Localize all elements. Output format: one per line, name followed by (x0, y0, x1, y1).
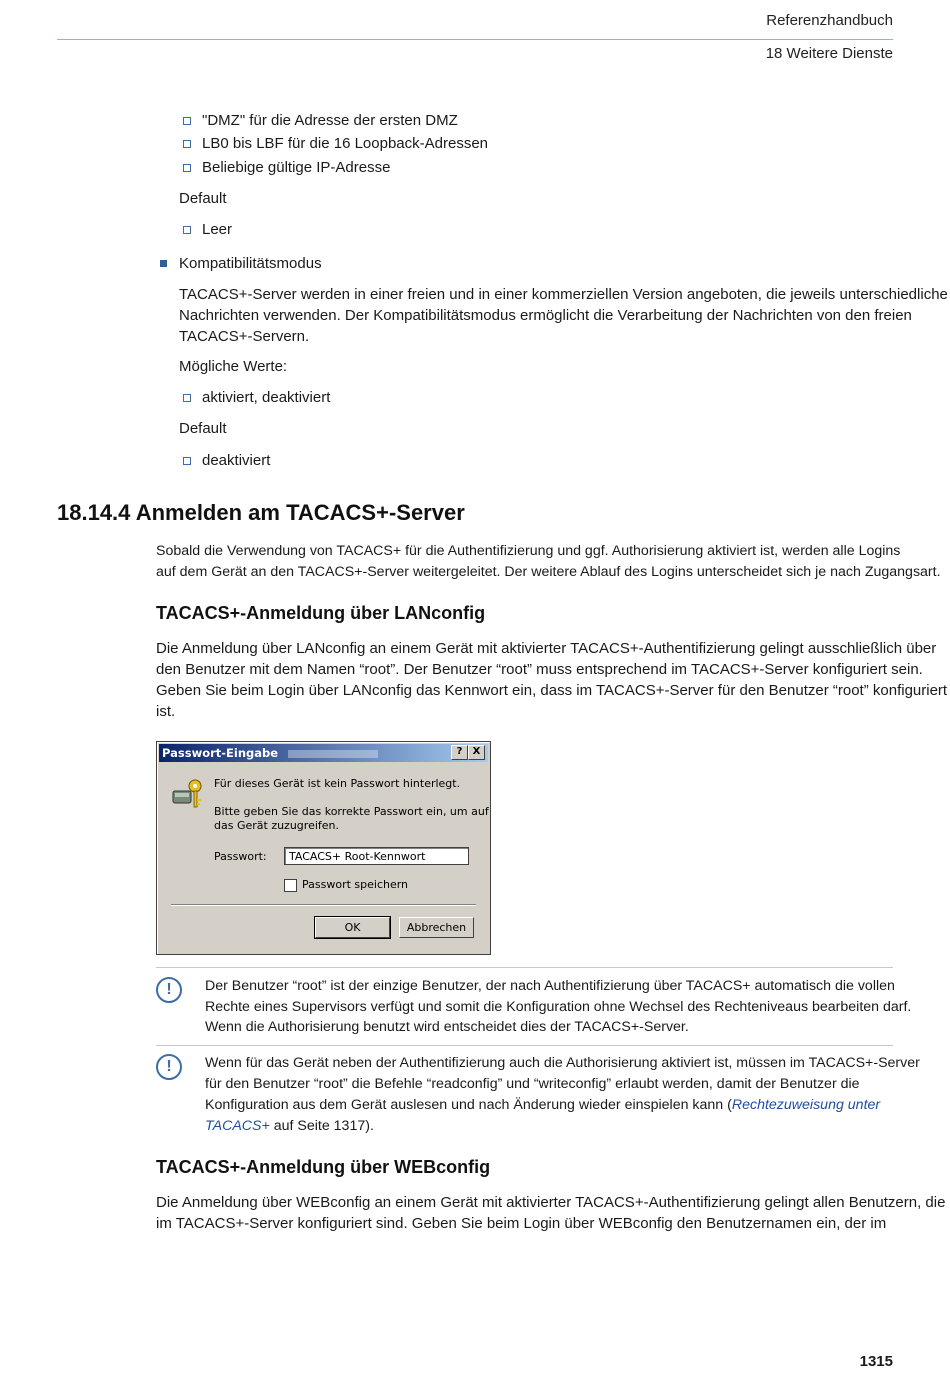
note-line (205, 1095, 880, 1116)
header-divider (57, 39, 893, 40)
note-divider (156, 1045, 893, 1046)
list-item: Beliebige gültige IP-Adresse (202, 159, 391, 176)
help-button[interactable]: ? (451, 745, 468, 760)
password-input[interactable]: TACACS+ Root-Kennwort (284, 847, 469, 865)
dialog-separator (171, 904, 476, 906)
attention-icon: ! (156, 1054, 182, 1080)
save-password-checkbox[interactable] (284, 879, 297, 892)
note-line (205, 1116, 374, 1137)
running-header-chapter: 18 Weitere Dienste (765, 45, 893, 62)
list-bullet (183, 394, 191, 402)
compat-desc-line: Nachrichten verwenden. Der Kompatibilitätsmodus ermöglicht die Verarbeitung der Nachrichten von den freien (179, 307, 912, 324)
password-dialog (156, 741, 491, 955)
ok-button[interactable]: OK (315, 917, 390, 938)
dialog-title: Passwort-Eingabe (162, 746, 279, 760)
note-line: für den Benutzer “root” die Befehle “readconfig” und “writeconfig” erlaubt werden, damit der Benutzer die (205, 1076, 860, 1092)
default-label: Default (179, 190, 227, 207)
default-label: Default (179, 420, 227, 437)
note-line: Wenn die Authorisierung benutzt wird entscheidet dies der TACACS+-Server. (205, 1019, 689, 1035)
lanconfig-line: ist. (156, 703, 176, 720)
default-value: deaktiviert (202, 452, 271, 469)
list-bullet (183, 117, 191, 125)
lanconfig-heading: TACACS+-Anmeldung über LANconfig (156, 603, 486, 623)
compat-desc-line: TACACS+-Server werden in einer freien und in einer kommerziellen Version angeboten, die jeweils unterschiedliche (179, 286, 948, 303)
page-number: 1315 (859, 1353, 893, 1370)
close-button[interactable]: X (468, 745, 485, 760)
cancel-button[interactable]: Abbrechen (399, 917, 474, 938)
lanconfig-line: Geben Sie beim Login über LANconfig das Kennwort ein, dass im TACACS+-Server für den Benutzer “root” konfiguriert (156, 682, 948, 699)
cross-reference-link[interactable]: Rechtezuweisung unter (731, 1097, 881, 1113)
intro-line: auf dem Gerät an den TACACS+-Server weitergeleitet. Der weitere Ablauf des Logins unterscheidet sich je nach Zugangsart. (156, 564, 941, 580)
possible-value: aktiviert, deaktiviert (202, 389, 331, 406)
list-bullet (183, 457, 191, 465)
cross-reference-link[interactable]: TACACS+ (205, 1118, 270, 1134)
dialog-instruction: das Gerät zuzugreifen. (214, 819, 340, 832)
possible-values-label: Mögliche Werte: (179, 358, 288, 375)
lanconfig-line: den Benutzer mit dem Namen “root”. Der Benutzer “root” muss entsprechend im TACACS+-Server konfiguriert sein. (156, 661, 923, 678)
note-text: Konfiguration aus dem Gerät auslesen und nach Änderung wieder einspielen kann ( (205, 1097, 732, 1113)
running-header-title: Referenzhandbuch (766, 12, 893, 29)
note-line: Der Benutzer “root” ist der einzige Benutzer, der nach Authentifizierung über TACACS+ automatisch die vollen (205, 978, 895, 994)
save-password-label[interactable]: Passwort speichern (302, 878, 409, 891)
note-divider (156, 967, 893, 968)
list-bullet (183, 164, 191, 172)
section-bullet (160, 260, 167, 267)
section-heading: 18.14.4 Anmelden am TACACS+-Server (57, 500, 465, 525)
list-bullet (183, 140, 191, 148)
compat-label: Kompatibilitätsmodus (179, 255, 322, 272)
lanconfig-line: Die Anmeldung über LANconfig an einem Gerät mit aktivierter TACACS+-Authentifizierung gelingt ausschließlich über (156, 640, 937, 657)
list-item: LB0 bis LBF für die 16 Loopback-Adressen (202, 135, 489, 152)
list-bullet (183, 226, 191, 234)
list-item: "DMZ" für die Adresse der ersten DMZ (202, 112, 458, 129)
intro-line: Sobald die Verwendung von TACACS+ für die Authentifizierung und ggf. Authorisierung aktiviert ist, werden alle Logins (156, 543, 901, 559)
default-value: Leer (202, 221, 233, 238)
key-icon (171, 777, 205, 811)
dialog-instruction: Bitte geben Sie das korrekte Passwort ein, um auf (214, 805, 489, 818)
webconfig-line: Die Anmeldung über WEBconfig an einem Gerät mit aktivierter TACACS+-Authentifizierung gelingt allen Benutzern, die (156, 1194, 946, 1211)
compat-desc-line: TACACS+-Servern. (179, 328, 310, 345)
note-line: Rechte eines Supervisors verfügt und somit die Konfiguration ohne Wechsel des Rechteniveaus bearbeiten darf. (205, 999, 912, 1015)
attention-icon: ! (156, 977, 182, 1003)
blurred-device-name (288, 750, 378, 758)
note-text: auf Seite 1317). (269, 1118, 374, 1134)
dialog-titlebar (159, 744, 488, 762)
webconfig-line: im TACACS+-Server konfiguriert sind. Geben Sie beim Login über WEBconfig den Benutzernamen ein, der im (156, 1215, 887, 1232)
password-label: Passwort: (214, 850, 267, 863)
note-line: Wenn für das Gerät neben der Authentifizierung auch die Authorisierung aktiviert ist, müssen im TACACS+-Server (205, 1055, 920, 1071)
dialog-message: Für dieses Gerät ist kein Passwort hinterlegt. (214, 777, 461, 790)
webconfig-heading: TACACS+-Anmeldung über WEBconfig (156, 1157, 491, 1177)
